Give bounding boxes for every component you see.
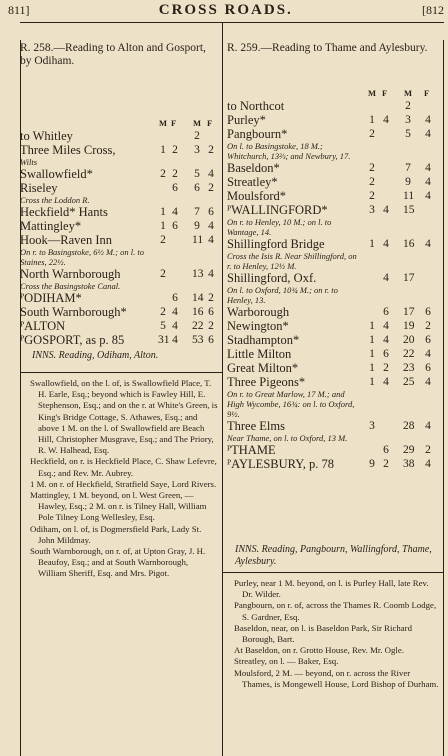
distance-f: 2 — [383, 362, 389, 374]
gazetteer-note: Heckfield, on r. is Heckfield Place, C. Shaw Lefevre, Esq.; and Rev. Mr. Aubrey. — [30, 456, 217, 478]
distance-m: 1 — [160, 220, 166, 232]
right-margin-rule — [443, 40, 444, 756]
route-row — [227, 375, 443, 419]
distance-f2: 6 — [208, 206, 214, 218]
distance-m: 3 — [369, 204, 375, 216]
distance-m: 1 — [160, 144, 166, 156]
place-name: Stadhampton* — [227, 333, 300, 347]
distance-m2: 11 — [403, 190, 415, 202]
running-header — [8, 0, 444, 20]
distance-m: 5 — [160, 320, 166, 332]
distance-f: 2 — [172, 144, 178, 156]
route-row — [20, 333, 220, 347]
distance-m2: 17 — [403, 306, 415, 318]
distance-f2: 4 — [208, 268, 214, 280]
distance-f2: 4 — [425, 190, 431, 202]
distance-f2: 4 — [208, 234, 214, 246]
place-name: ᴾGOSPORT, as p. 85 — [20, 333, 125, 347]
distance-f: 6 — [383, 348, 389, 360]
route-note: On r. to Henley, 10 M.; on l. to Wantage, 14. — [227, 217, 332, 237]
distance-m2: 38 — [403, 458, 415, 470]
route-259-table — [227, 88, 443, 471]
route-258-notes — [30, 378, 218, 580]
distance-m2: 6 — [194, 182, 200, 194]
distance-f2: 6 — [208, 334, 214, 346]
distance-m2: 17 — [403, 272, 415, 284]
place-name: Three Pigeons* — [227, 375, 306, 389]
distance-m: 1 — [369, 362, 375, 374]
distance-m2: 3 — [194, 144, 200, 156]
left-col-label-m2: M — [193, 118, 202, 128]
right-col-label-f2: F — [424, 88, 430, 98]
place-name: Riseley — [20, 181, 58, 195]
gazetteer-note: Moulsford, 2 M. — beyond, on r. across the River Thames, is Mongewell House, Lord Bishop of Durham. — [234, 667, 439, 689]
route-row — [227, 113, 443, 127]
gazetteer-note: Purley, near 1 M. beyond, on l. is Purley Hall, late Rev. Dr. Wilder. — [234, 578, 429, 600]
distance-m2: 16 — [192, 306, 204, 318]
distance-m2: 5 — [194, 168, 200, 180]
place-name: Warborough — [227, 305, 290, 319]
distance-f2: 4 — [425, 162, 431, 174]
distance-m2: 9 — [194, 220, 200, 232]
gazetteer-note: At Baseldon, on r. Grotto House, Rev. Mr. Ogle. — [234, 645, 404, 656]
place-name: Three Elms — [227, 419, 285, 433]
place-name: Baseldon* — [227, 161, 280, 175]
page-title: CROSS ROADS. — [158, 1, 293, 18]
distance-m2: 7 — [405, 162, 411, 174]
left-col-label-f2: F — [207, 118, 213, 128]
distance-m2: 9 — [405, 176, 411, 188]
gazetteer-note: South Warnborough, on r. of, at Upton Gray, J. H. Beaufoy, Esq.; and at South Warnborough, William Sheriff, Esq. and Mrs. Pigot. — [30, 546, 206, 579]
route-row — [20, 167, 220, 181]
left-page-number: 811] — [8, 2, 30, 17]
route-259-notes — [234, 578, 439, 690]
distance-m: 2 — [369, 176, 375, 188]
distance-m2: 20 — [403, 334, 415, 346]
distance-f: 2 — [172, 168, 178, 180]
route-258-heading: R. 258.—Reading to Alton and Gosport, by Odiham. — [20, 42, 206, 67]
route-row — [227, 203, 443, 237]
distance-m: 1 — [369, 238, 375, 250]
distance-f2: 4 — [425, 128, 431, 140]
distance-f2: 4 — [425, 420, 431, 432]
distance-f: 4 — [172, 206, 178, 218]
distance-f2: 4 — [425, 238, 431, 250]
distance-f: 6 — [383, 444, 389, 456]
route-row — [227, 127, 443, 161]
right-column-headers — [227, 88, 443, 99]
route-row — [227, 319, 443, 333]
distance-f2: 4 — [208, 220, 214, 232]
place-name: Newington* — [227, 319, 289, 333]
place-name: South Warnborough* — [20, 305, 127, 319]
distance-m2: 2 — [405, 100, 411, 112]
place-name: to Northcot — [227, 99, 285, 113]
route-row — [20, 143, 220, 167]
route-row — [227, 457, 443, 471]
distance-m2: 22 — [403, 348, 415, 360]
route-row — [227, 161, 443, 175]
distance-f2: 4 — [425, 348, 431, 360]
route-row — [20, 205, 220, 219]
right-route-column — [227, 40, 443, 55]
place-name: Great Milton* — [227, 361, 299, 375]
place-name: Three Miles Cross, — [20, 143, 116, 157]
route-row — [227, 443, 443, 457]
distance-m2: 13 — [192, 268, 204, 280]
route-row — [20, 181, 220, 205]
distance-m: 1 — [369, 114, 375, 126]
left-route-column — [20, 40, 220, 68]
place-name: ᴾALTON — [20, 319, 66, 333]
distance-f2: 4 — [425, 176, 431, 188]
distance-f: 4 — [172, 334, 178, 346]
distance-f: 2 — [383, 458, 389, 470]
place-name: to Whitley — [20, 129, 73, 143]
distance-f2: 4 — [425, 458, 431, 470]
distance-f2: 2 — [208, 144, 214, 156]
right-col-label-m2: M — [404, 88, 413, 98]
distance-m2: 14 — [192, 292, 204, 304]
distance-m2: 22 — [192, 320, 204, 332]
distance-f2: 4 — [425, 114, 431, 126]
gazetteer-note: Mattingley, 1 M. beyond, on l. West Green, — Hawley, Esq.; 2 M. on r. is Tilney Hall, William Pole Tilney Long Wellesley, Esq. — [30, 490, 207, 523]
route-row — [20, 233, 220, 267]
distance-f: 6 — [383, 306, 389, 318]
distance-m2: 16 — [403, 238, 415, 250]
distance-f2: 6 — [208, 306, 214, 318]
distance-f: 6 — [172, 292, 178, 304]
place-name: Shillingford, Oxf. — [227, 271, 317, 285]
route-row — [227, 347, 443, 361]
distance-m: 2 — [160, 168, 166, 180]
distance-m: 1 — [369, 320, 375, 332]
gazetteer-note: Swallowfield, on the l. of, is Swallowfield Place, T. H. Earle, Esq.; beyond which is Fawley Hill, E. Stephenson, Esq.; and on the r. at White's Green, is King's Bridge Cottage, S. Athawes, Esq.; and above 1 M. on the l. of Swallowfield are Beach Hill, Christopher Musgrave, Esq.; and The Priory, R. W. Halhead, Esq. — [30, 378, 218, 456]
place-name: North Warnborough — [20, 267, 121, 281]
distance-f: 4 — [383, 238, 389, 250]
distance-m2: 2 — [194, 130, 200, 142]
place-name: ᴾWALLINGFORD* — [227, 203, 328, 217]
route-row — [227, 419, 443, 443]
place-name: Shillingford Bridge — [227, 237, 325, 251]
distance-f2: 2 — [208, 320, 214, 332]
route-row — [20, 291, 220, 305]
route-note: Cross the Loddon R. — [20, 195, 90, 205]
distance-f2: 6 — [425, 306, 431, 318]
route-note: Cross the Isis R. Near Shillingford, on r. to Henley, 12½ M. — [227, 251, 357, 271]
place-name: Streatley* — [227, 175, 278, 189]
distance-f: 4 — [383, 320, 389, 332]
distance-m2: 3 — [405, 114, 411, 126]
route-note: On l. to Oxford, 10¾ M.; on r. to Henley, 13. — [227, 285, 338, 305]
distance-m2: 25 — [403, 376, 415, 388]
route-259-inns: INNS. Reading, Pangbourn, Wallingford, Thame, Aylesbury. — [235, 544, 432, 567]
distance-f: 4 — [383, 204, 389, 216]
distance-f2: 6 — [425, 362, 431, 374]
distance-m: 9 — [369, 458, 375, 470]
distance-m2: 7 — [194, 206, 200, 218]
route-note: On l. to Basingstoke, 18 M.; Whitchurch, 13⅔; and Newbury, 17. — [227, 141, 351, 161]
distance-m2: 53 — [192, 334, 204, 346]
place-name: Swallowfield* — [20, 167, 93, 181]
distance-f: 4 — [172, 320, 178, 332]
distance-f2: 4 — [208, 168, 214, 180]
route-row — [20, 319, 220, 333]
left-col-label-m: M — [159, 118, 168, 128]
route-note: Near Thame, on l. to Oxford, 13 M. — [227, 433, 348, 443]
center-divider — [222, 22, 223, 756]
route-row — [227, 361, 443, 375]
gazetteer-note: Baseldon, near, on l. is Baseldon Park, Sir Richard Borough, Bart. — [234, 622, 412, 645]
distance-f: 6 — [172, 182, 178, 194]
header-rule — [20, 22, 444, 23]
distance-m2: 19 — [403, 320, 415, 332]
distance-m2: 15 — [403, 204, 415, 216]
route-note: On r. to Basingstoke, 6½ M.; on l. to Staines, 22½. — [20, 247, 144, 267]
route-row — [20, 305, 220, 319]
distance-f: 4 — [383, 376, 389, 388]
distance-m: 2 — [369, 128, 375, 140]
distance-m2: 5 — [405, 128, 411, 140]
distance-f2: 2 — [425, 320, 431, 332]
left-col-label-f: F — [171, 118, 177, 128]
distance-m: 2 — [369, 190, 375, 202]
distance-m: 2 — [160, 234, 166, 246]
gazetteer-note: Odiham, on l. of, is Dogmersfield Park, Lady St. John Mildmay. — [30, 523, 202, 545]
distance-m: 2 — [369, 162, 375, 174]
distance-f: 4 — [172, 306, 178, 318]
distance-m: 1 — [369, 376, 375, 388]
route-row — [20, 129, 220, 143]
distance-f: 4 — [383, 334, 389, 346]
left-notes-rule — [20, 372, 222, 373]
route-row — [227, 237, 443, 271]
gazetteer-note: 1 M. on r. of Heckfield, Stratfield Saye, Lord Rivers. — [30, 478, 217, 489]
gazetteer-note: Streatley, on l. — Baker, Esq. — [234, 656, 339, 667]
route-note: On r. to Great Marlow, 17 M.; and High Wycombe, 16¾: on l. to Oxford, 9½. — [227, 389, 355, 419]
right-page-number: [812 — [422, 2, 444, 17]
place-name: Purley* — [227, 113, 266, 127]
distance-f: 4 — [383, 272, 389, 284]
route-row — [20, 267, 220, 291]
route-258-inns: INNS. Reading, Odiham, Alton. — [32, 350, 159, 361]
place-name: ᴾAYLESBURY, p. 78 — [227, 457, 334, 471]
distance-f2: 2 — [208, 292, 214, 304]
distance-f: 6 — [172, 220, 178, 232]
right-col-label-f: F — [382, 88, 388, 98]
distance-m: 31 — [158, 334, 170, 346]
distance-f2: 6 — [425, 334, 431, 346]
distance-f2: 2 — [425, 444, 431, 456]
place-name: Pangbourn* — [227, 127, 288, 141]
distance-m: 3 — [369, 420, 375, 432]
route-259-heading: R. 259.—Reading to Thame and Aylesbury. — [227, 42, 428, 54]
route-258-table — [20, 118, 220, 347]
place-name: Heckfield* Hants — [20, 205, 108, 219]
gazetteer-note: Pangbourn, on r. of, across the Thames R. Coomb Lodge, S. Gardner, Esq. — [234, 600, 437, 622]
route-row — [227, 305, 443, 319]
left-column-headers — [20, 118, 220, 129]
place-name: Moulsford* — [227, 189, 287, 203]
route-row — [227, 271, 443, 305]
distance-m2: 28 — [403, 420, 415, 432]
distance-m2: 29 — [403, 444, 415, 456]
distance-m: 1 — [369, 334, 375, 346]
right-col-label-m: M — [368, 88, 377, 98]
route-row — [227, 99, 443, 113]
place-name: Hook—Raven Inn — [20, 233, 112, 247]
distance-m2: 11 — [192, 234, 204, 246]
route-row — [227, 333, 443, 347]
place-name: ᴾTHAME — [227, 443, 276, 457]
distance-m: 1 — [160, 206, 166, 218]
route-note: Wilts — [20, 157, 38, 167]
distance-f2: 2 — [208, 182, 214, 194]
route-row — [20, 219, 220, 233]
place-name: Little Milton — [227, 347, 292, 361]
distance-f: 4 — [383, 114, 389, 126]
place-name: ᴾODIHAM* — [20, 291, 82, 305]
distance-f2: 4 — [425, 376, 431, 388]
distance-m: 2 — [160, 268, 166, 280]
right-notes-rule — [222, 572, 444, 573]
distance-m2: 23 — [403, 362, 415, 374]
place-name: Mattingley* — [20, 219, 82, 233]
route-row — [227, 175, 443, 189]
route-note: Cross the Basingstoke Canal. — [20, 281, 121, 291]
route-row — [227, 189, 443, 203]
distance-m: 1 — [369, 348, 375, 360]
distance-m: 2 — [160, 306, 166, 318]
